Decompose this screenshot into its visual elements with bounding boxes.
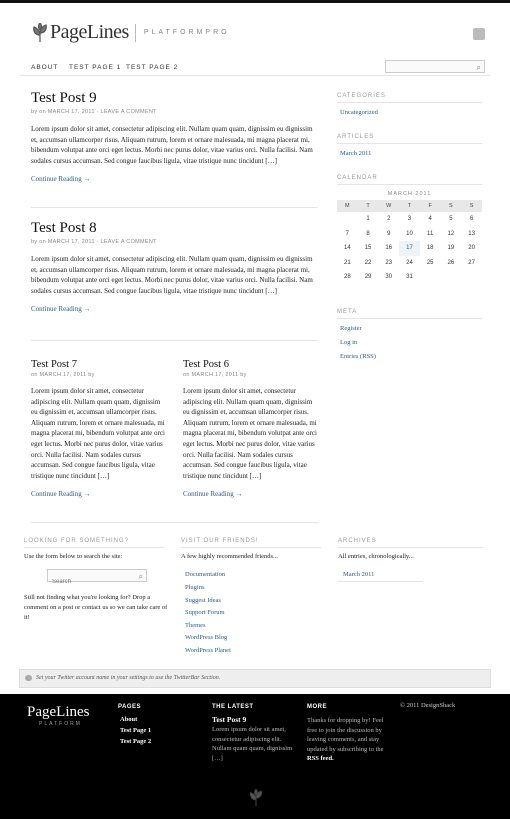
friend-link-suggest-ideas[interactable]: Suggest Ideas xyxy=(185,597,221,604)
sidebar-categories-heading: CATEGORIES xyxy=(337,93,482,103)
footer-archives-intro: All entries, chronologically... xyxy=(338,553,414,560)
sidebar-calendar-heading: CALENDAR xyxy=(337,175,482,185)
rss-icon[interactable] xyxy=(473,28,485,40)
continue-reading-link[interactable]: Continue Reading → xyxy=(31,490,91,499)
continue-reading-link[interactable]: Continue Reading → xyxy=(31,175,91,184)
calendar-day xyxy=(461,270,482,285)
meta-rss-link[interactable]: Entries (RSS) xyxy=(340,353,376,360)
post-excerpt: Lorem ipsum dolor sit amet, consectetur adipiscing elit. Nullam quam quam, dignissim eu dignissim et, accumsan ullamcorper risus. Aliquam rutrum, lorem et ornare malesuada, mi magna placerat mi, bibendum volutpat ante orci eget lectus. Morbi nec purus dolor, vitae varius orci. Nulla facilisi. Nam sodales cursus accumsan. Sed congue faucibus ligula, vitae tristique nunc tincidunt […] xyxy=(31,125,313,165)
post-test-6 xyxy=(183,359,319,498)
meta-login-link[interactable]: Log in xyxy=(340,339,358,346)
footer-more-body: Thanks for dropping by! Feel free to join the discussion by leaving comments, and stay updated by subscribing to the xyxy=(307,717,384,753)
footer-friends-heading: VISIT OUR FRIENDS! xyxy=(181,538,321,548)
calendar-caption: MARCH 2011 xyxy=(387,191,432,197)
calendar-day: 14 xyxy=(344,245,351,252)
logo-separator xyxy=(135,24,136,42)
calendar-weekday: T xyxy=(399,200,420,212)
calendar-day xyxy=(420,270,441,285)
footer-more-heading: MORE xyxy=(307,704,327,710)
calendar-weekday: F xyxy=(420,200,441,212)
friend-link-documentation[interactable]: Documentation xyxy=(185,571,226,578)
leaf-icon xyxy=(249,789,263,807)
continue-reading-link[interactable]: Continue Reading → xyxy=(31,305,91,314)
footer-search-intro: Use the form below to search the site: xyxy=(24,553,123,560)
continue-reading-link[interactable]: Continue Reading → xyxy=(183,490,243,499)
calendar-day: 5 xyxy=(449,216,453,223)
site-logo[interactable] xyxy=(32,21,230,44)
nav-item-test-page-1[interactable]: TEST PAGE 1 xyxy=(69,64,122,71)
calendar-day: 6 xyxy=(469,216,474,223)
copyright: © 2011 DesignShack xyxy=(400,702,456,709)
calendar-day: 28 xyxy=(344,274,351,281)
post-meta: on MARCH 17, 2011 by xyxy=(31,372,95,378)
calendar-day[interactable]: 17 xyxy=(399,241,420,256)
meta-register-link[interactable]: Register xyxy=(340,325,362,332)
calendar-weekday: T xyxy=(358,200,379,212)
calendar-day: 7 xyxy=(345,230,350,237)
post-excerpt: Lorem ipsum dolor sit amet, consectetur adipiscing elit. Nullam quam quam, dignissim eu dignissim et, accumsan ullamcorper risus. Aliquam rutrum, lorem et ornare malesuada, mi magna placerat mi, bibendum volutpat ante orci eget lectus. Morbi nec purus dolor, vitae varius orci. Nulla facilisi. Nam sodales cursus accumsan. Sed congue faucibus ligula, vitae tristique nunc tincidunt […] xyxy=(31,255,313,295)
footer-latest-title[interactable]: Test Post 9 xyxy=(212,715,247,724)
calendar-day: 20 xyxy=(468,245,475,252)
brand-tagline: PLATFORMPRO xyxy=(143,29,230,36)
search-icon[interactable]: ⌕ xyxy=(138,572,143,581)
site-footer xyxy=(0,694,510,819)
calendar-day: 16 xyxy=(385,245,393,252)
archive-item xyxy=(338,566,423,582)
post-test-7 xyxy=(31,359,167,498)
calendar-day xyxy=(441,270,462,285)
calendar-day: 9 xyxy=(387,230,391,237)
site-header xyxy=(0,3,510,58)
sidebar-articles-heading: ARTICLES xyxy=(337,134,482,144)
footer-search-heading: LOOKING FOR SOMETHING? xyxy=(24,538,164,548)
friend-link-support-forum[interactable]: Support Forum xyxy=(185,609,225,616)
friend-link-wordpress-planet[interactable]: WordPress Planet xyxy=(185,647,231,654)
calendar-day: 11 xyxy=(427,230,434,237)
footer-logo[interactable] xyxy=(27,704,89,727)
post-meta: on MARCH 17, 2011 by xyxy=(183,372,247,378)
calendar-day: 19 xyxy=(447,245,455,252)
friend-link-plugins[interactable]: Plugins xyxy=(185,584,205,591)
calendar-day: 29 xyxy=(364,274,372,281)
calendar-day: 23 xyxy=(385,259,393,266)
calendar-day: 25 xyxy=(426,259,434,266)
post-divider xyxy=(31,207,318,208)
calendar-day: 30 xyxy=(385,274,393,281)
calendar-day xyxy=(337,212,358,227)
post-excerpt: Lorem ipsum dolor sit amet, consectetur adipiscing elit. Nullam quam quam, dignissim eu dignissim et, accumsan ullamcorper risus. Aliquam rutrum, lorem et ornare malesuada, mi magna placerat mi, bibendum volutpat ante orci eget lectus. Morbi nec purus dolor, vitae varius orci. Nulla facilisi. Nam sodales cursus accumsan. Sed congue faucibus ligula, vitae tristique nunc tincidunt […] xyxy=(183,387,317,480)
brand-name: PageLines xyxy=(50,21,129,43)
calendar-day: 27 xyxy=(468,259,475,266)
calendar-day: 15 xyxy=(364,245,372,252)
footer-rss-link[interactable]: RSS feed. xyxy=(307,755,334,762)
footer-tagline: PLATFORM xyxy=(39,721,82,727)
post-title[interactable]: Test Post 8 xyxy=(31,220,97,236)
post-excerpt: Lorem ipsum dolor sit amet, consectetur adipiscing elit. Nullam quam quam, dignissim eu dignissim et, accumsan ullamcorper risus. Aliquam rutrum, lorem et ornare malesuada, mi magna placerat mi, bibendum volutpat ante orci eget lectus. Morbi nec purus dolor, vitae varius orci. Nulla facilisi. Nam sodales cursus accumsan. Sed congue faucibus ligula, vitae tristique nunc tincidunt […] xyxy=(31,387,165,480)
calendar-day: 10 xyxy=(406,230,413,237)
calendar-day: 13 xyxy=(468,230,475,237)
post-test-9 xyxy=(31,90,318,183)
calendar-day: 31 xyxy=(406,274,413,281)
calendar-weekday: W xyxy=(378,200,399,212)
footer-archives-heading: ARCHIVES xyxy=(338,538,483,548)
calendar-day: 22 xyxy=(364,259,372,266)
leaf-logo-icon xyxy=(32,23,48,43)
footer-pages-heading: PAGES xyxy=(118,704,142,710)
calendar-day: 3 xyxy=(407,216,412,223)
sidebar-meta-heading: META xyxy=(337,309,482,319)
calendar-day: 1 xyxy=(366,216,370,223)
calendar-day: 26 xyxy=(447,259,455,266)
twitter-bar xyxy=(19,669,491,688)
footer-page-test-1[interactable]: Test Page 1 xyxy=(120,727,152,734)
sidebar-archive-link[interactable]: March 2011 xyxy=(340,150,372,157)
post-divider xyxy=(31,522,318,523)
twitter-bar-text: Set your Twitter account name in your settings to use the TwitterBar Section. xyxy=(36,675,221,681)
footer-archive-link[interactable]: March 2011 xyxy=(343,571,375,578)
friend-link-wordpress-blog[interactable]: WordPress Blog xyxy=(185,634,228,641)
search-icon[interactable]: ⌕ xyxy=(476,63,481,72)
post-test-8 xyxy=(31,220,318,313)
post-title[interactable]: Test Post 9 xyxy=(31,90,97,106)
calendar-weekday: M xyxy=(337,200,358,212)
calendar-widget xyxy=(337,189,482,285)
footer-latest-heading: THE LATEST xyxy=(212,704,254,710)
footer-more-text xyxy=(307,716,387,764)
calendar-day: 18 xyxy=(426,245,434,252)
nav-item-about[interactable]: ABOUT xyxy=(31,64,59,71)
twitter-bubble-icon xyxy=(25,675,32,681)
sidebar-category-link[interactable]: Uncategorized xyxy=(340,109,378,116)
calendar-weekday: S xyxy=(441,200,462,212)
calendar-table xyxy=(337,200,482,285)
footer-search-note: Still not finding what you're looking for? Drop a comment on a post or contact us so we can take care of it! xyxy=(24,594,168,621)
calendar-day: 21 xyxy=(344,259,351,266)
footer-page-about[interactable]: About xyxy=(120,716,138,723)
calendar-day: 24 xyxy=(406,259,413,266)
calendar-day: 4 xyxy=(428,216,432,223)
calendar-weekday: S xyxy=(461,200,482,212)
calendar-day: 8 xyxy=(366,230,370,237)
footer-friends-intro: A few highly recommended friends... xyxy=(181,553,278,560)
footer-page-test-2[interactable]: Test Page 2 xyxy=(120,738,152,745)
post-divider xyxy=(31,340,318,341)
calendar-day: 12 xyxy=(447,230,455,237)
calendar-day: 2 xyxy=(387,216,391,223)
post-meta: by on MARCH 17, 2011 · LEAVE A COMMENT xyxy=(31,239,157,245)
footer-brand: PageLines xyxy=(27,704,90,720)
friend-link-themes[interactable]: Themes xyxy=(185,622,206,629)
post-title[interactable]: Test Post 7 xyxy=(31,359,77,370)
footer-search-input[interactable] xyxy=(48,577,128,588)
footer-search-box xyxy=(47,569,147,582)
post-title[interactable]: Test Post 6 xyxy=(183,359,229,370)
post-meta: by on MARCH 17, 2011 · LEAVE A COMMENT xyxy=(31,109,157,115)
footer-latest-text: Lorem ipsum dolor sit amet, consectetur adipiscing elit. Nullam quam quam, dignissim […] xyxy=(212,726,293,762)
nav-item-test-page-2[interactable]: TEST PAGE 2 xyxy=(126,64,179,71)
header-search-input[interactable] xyxy=(385,60,485,73)
